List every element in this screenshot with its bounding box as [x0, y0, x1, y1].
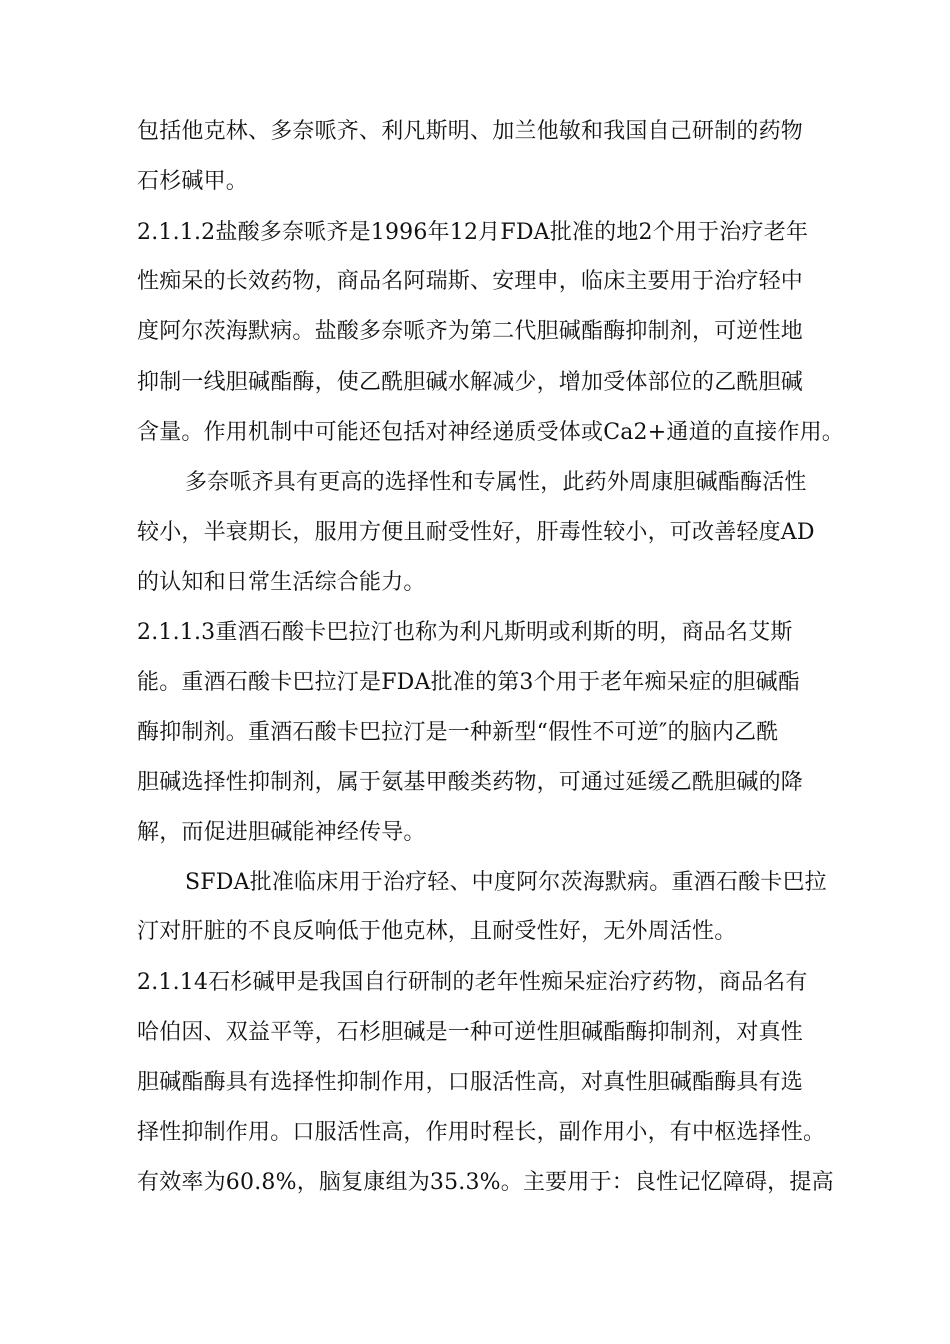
text-line-13: 酶抑制剂。重酒石酸卡巴拉汀是一种新型“假性不可逆″的脑内乙酰 — [137, 720, 779, 745]
text-line-2: 石杉碱甲。 — [137, 169, 249, 194]
text-line-9: 较小，半衰期长，服用方便且耐受性好，肝毒性较小，可改善轻度AD — [137, 520, 815, 545]
text-line-20: 胆碱酯酶具有选择性抑制作用，口服活性高，对真性胆碱酯酶具有选 — [137, 1070, 804, 1095]
text-line-22: 有效率为60.8%，脑复康组为35.3%。主要用于：良性记忆障碍，提高 — [137, 1170, 834, 1195]
text-line-4: 性痴呆的长效药物，商品名阿瑞斯、安理申，临床主要用于治疗轻中 — [137, 269, 804, 294]
text-line-7: 含量。作用机制中可能还包括对神经递质受体或Ca2+通道的直接作用。 — [137, 420, 844, 445]
text-line-21: 择性抑制作用。口服活性高，作用时程长，副作用小，有中枢选择性。 — [137, 1120, 826, 1145]
text-line-12: 能。重酒石酸卡巴拉汀是FDA批准的第3个用于老年痴呆症的胆碱酯 — [137, 670, 800, 695]
text-line-15: 解，而促进胆碱能神经传导。 — [137, 820, 426, 845]
text-line-18: 2.1.14石杉碱甲是我国自行研制的老年性痴呆症治疗药物，商品名有 — [137, 970, 808, 995]
text-line-5: 度阿尔茨海默病。盐酸多奈哌齐为第二代胆碱酯酶抑制剂，可逆性地 — [137, 319, 804, 344]
text-line-17: 汀对肝脏的不良反响低于他克林，且耐受性好，无外周活性。 — [137, 919, 737, 944]
text-line-6: 抑制一线胆碱酯酶，使乙酰胆碱水解减少，增加受体部位的乙酰胆碱 — [137, 370, 804, 395]
text-line-10: 的认知和日常生活综合能力。 — [137, 570, 426, 595]
text-line-8: 多奈哌齐具有更高的选择性和专属性，此药外周康胆碱酯酶活性 — [185, 470, 807, 495]
text-line-11: 2.1.1.3重酒石酸卡巴拉汀也称为利凡斯明或利斯的明，商品名艾斯 — [137, 620, 793, 645]
text-line-19: 哈伯因、双益平等，石杉胆碱是一种可逆性胆碱酯酶抑制剂，对真性 — [137, 1020, 804, 1045]
text-line-1: 包括他克林、多奈哌齐、利凡斯明、加兰他敏和我国自己研制的药物 — [137, 119, 804, 144]
text-line-3: 2.1.1.2盐酸多奈哌齐是1996年12月FDA批准的地2个用于治疗老年 — [137, 220, 809, 245]
text-line-14: 胆碱选择性抑制剂，属于氨基甲酸类药物，可通过延缓乙酰胆碱的降 — [137, 770, 804, 795]
text-line-16: SFDA批准临床用于治疗轻、中度阿尔茨海默病。重酒石酸卡巴拉 — [185, 870, 827, 895]
